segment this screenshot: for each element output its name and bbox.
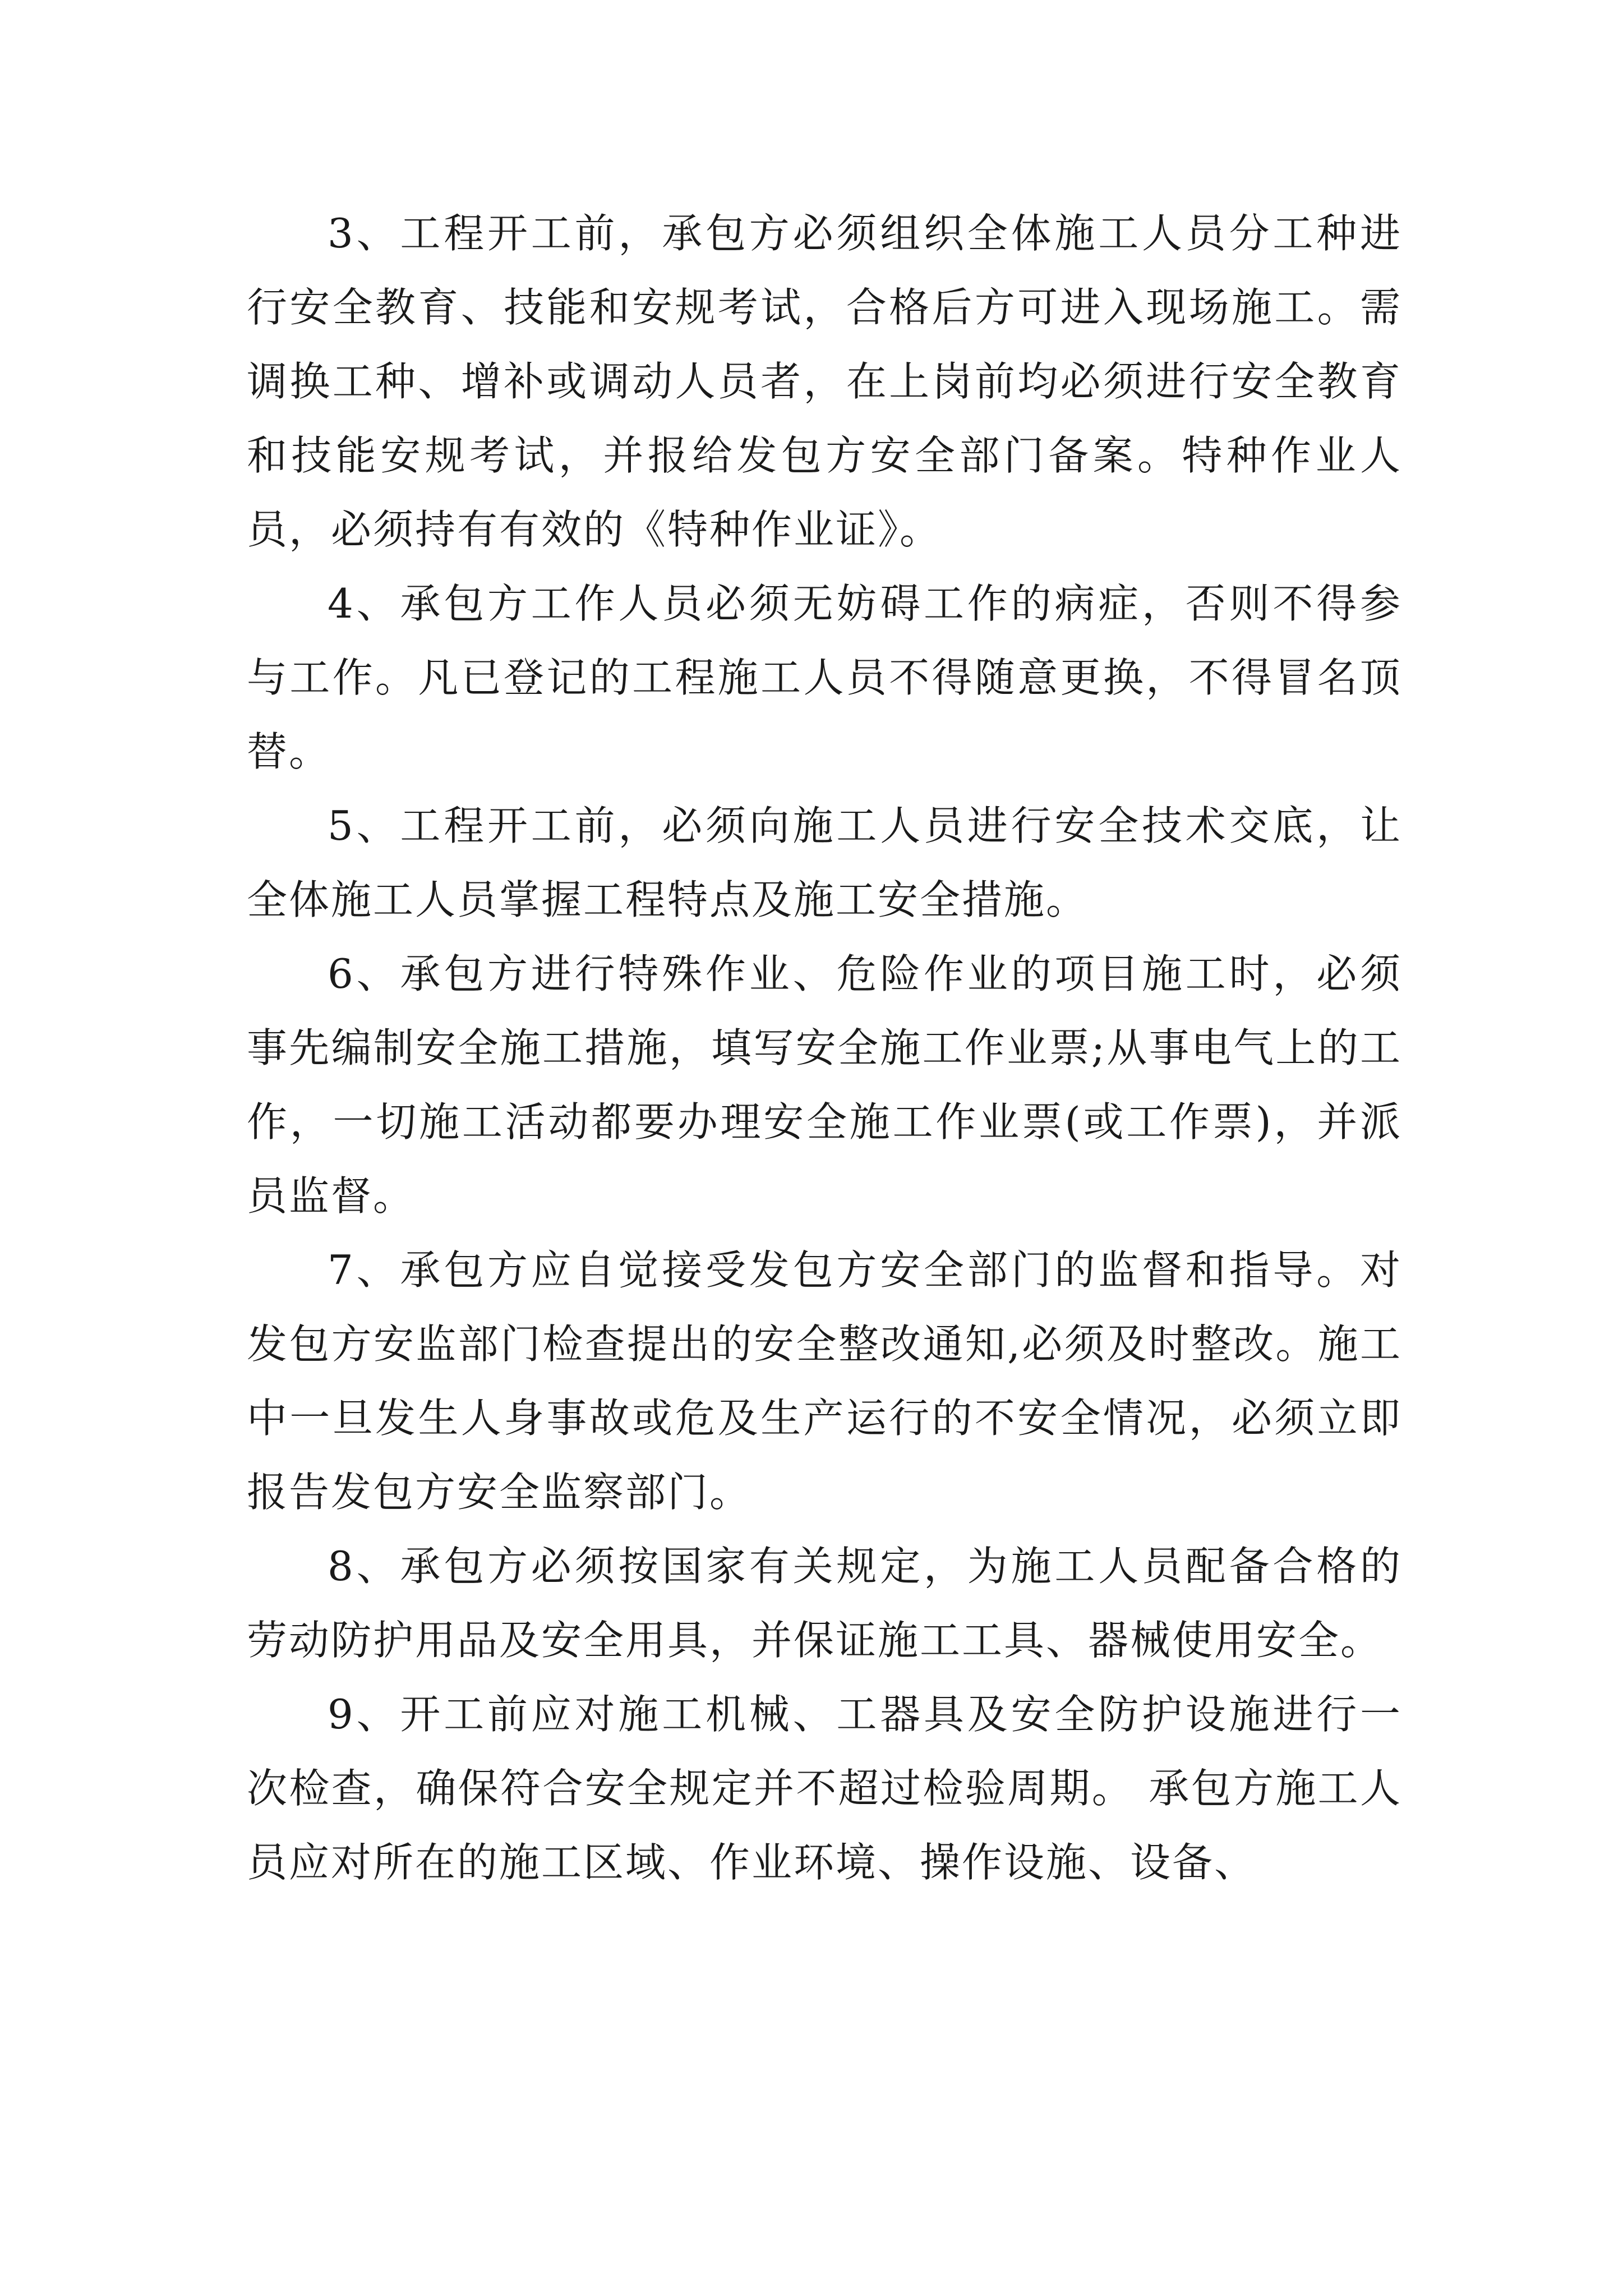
paragraph-8: 8、承包方必须按国家有关规定，为施工人员配备合格的劳动防护用品及安全用具，并保证施工工具、器械使用安全。 — [247, 1543, 1402, 1664]
paragraph-3: 3、工程开工前，承包方必须组织全体施工人员分工种进行安全教育、技能和安规考试，合格后方可进入现场施工。需调换工种、增补或调动人员者，在上岗前均必须进行安全教育和技能安规考试，并报给发包方安全部门备案。特种作业人员，必须持有有效的《特种作业证》。 — [247, 210, 1402, 553]
paragraph-6: 6、承包方进行特殊作业、危险作业的项目施工时，必须事先编制安全施工措施，填写安全施工作业票;从事电气上的工作，一切施工活动都要办理安全施工作业票(或工作票)，并派员监督。 — [247, 950, 1402, 1220]
paragraph-9: 9、开工前应对施工机械、工器具及安全防护设施进行一次检查，确保符合安全规定并不超过检验周期。 承包方施工人员应对所在的施工区域、作业环境、操作设施、设备、 — [247, 1691, 1402, 1886]
paragraph-4: 4、承包方工作人员必须无妨碍工作的病症，否则不得参与工作。凡已登记的工程施工人员不得随意更换，不得冒名顶替。 — [247, 580, 1402, 775]
document-body — [247, 196, 1402, 1899]
paragraph-5: 5、工程开工前，必须向施工人员进行安全技术交底，让全体施工人员掌握工程特点及施工安全措施。 — [247, 802, 1402, 923]
paragraph-7: 7、承包方应自觉接受发包方安全部门的监督和指导。对发包方安监部门检查提出的安全整改通知,必须及时整改。施工中一旦发生人身事故或危及生产运行的不安全情况，必须立即报告发包方安全监察部门。 — [247, 1246, 1402, 1516]
